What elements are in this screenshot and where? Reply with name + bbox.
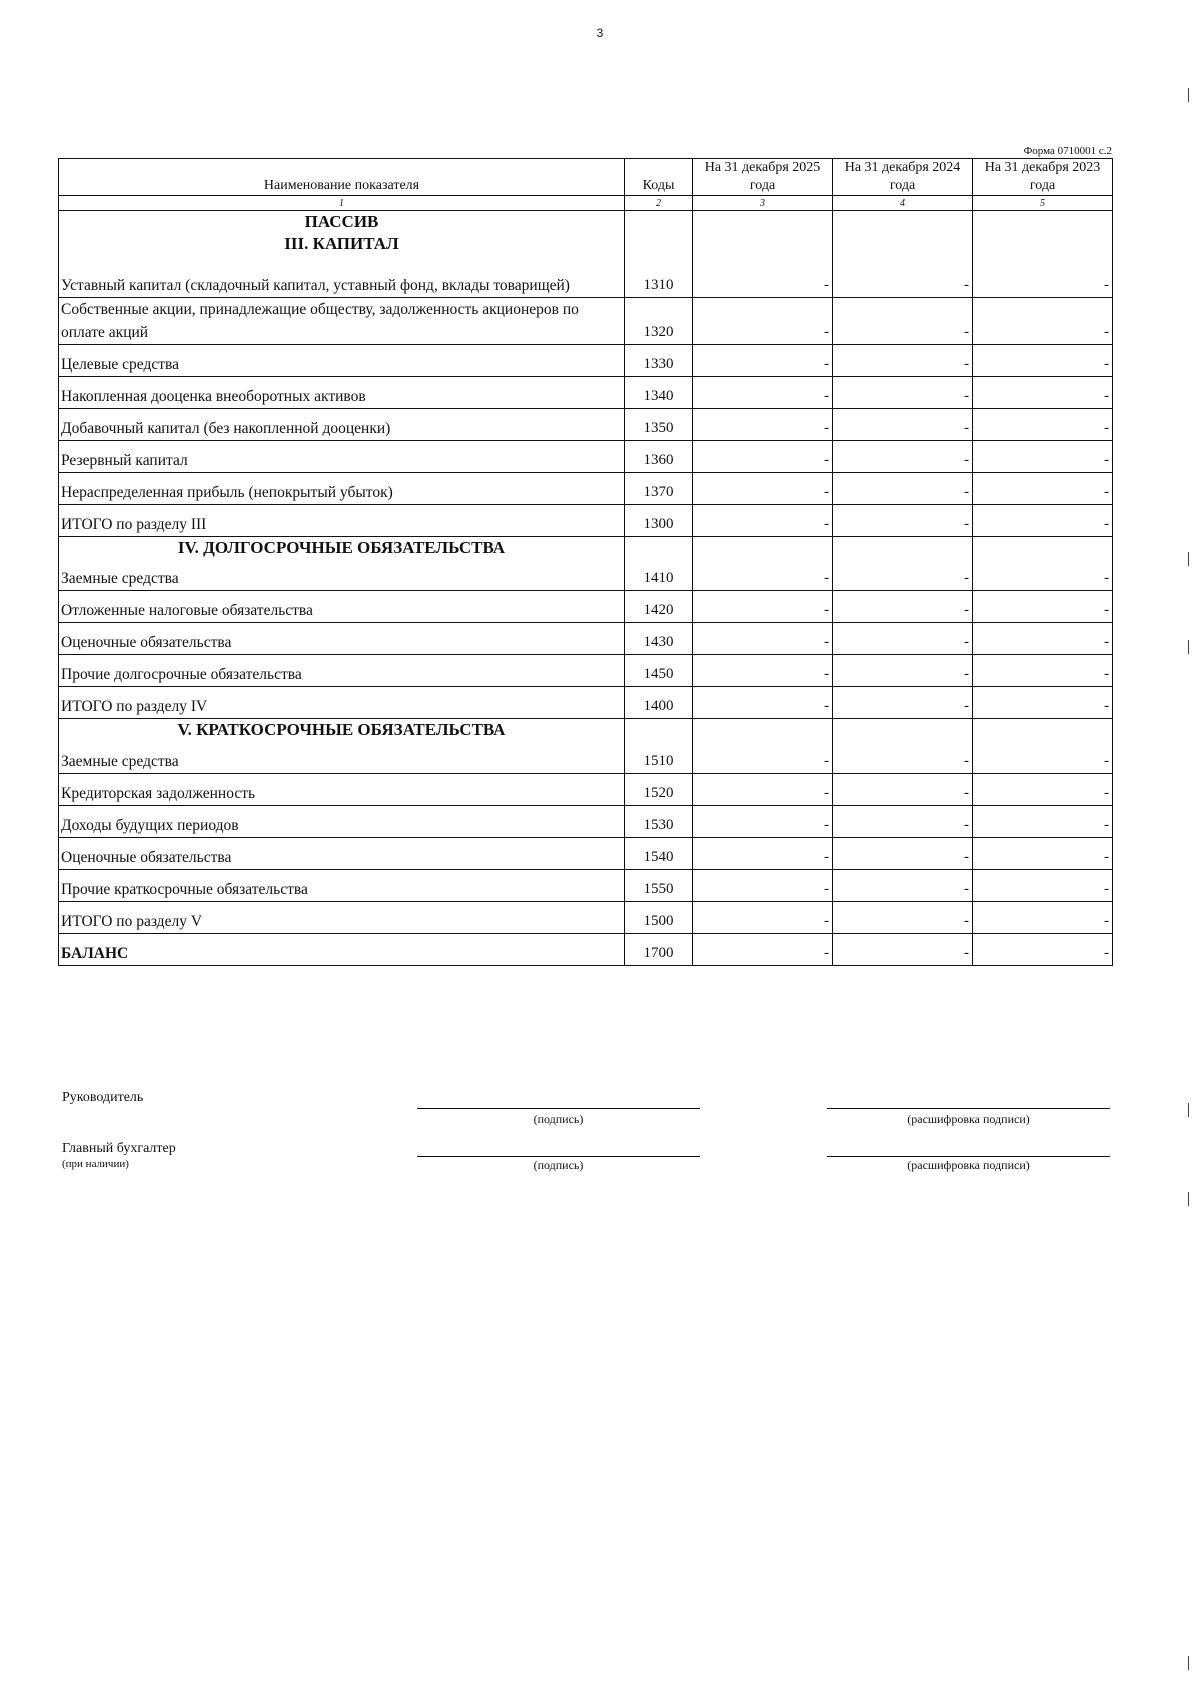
row-name: БАЛАНС — [59, 933, 625, 965]
row-code: 1340 — [625, 376, 693, 408]
row-value-2023: - — [973, 440, 1113, 472]
row-code: 1310 — [625, 255, 693, 297]
row-value-2023: - — [973, 869, 1113, 901]
section-heading — [59, 211, 625, 256]
column-number-4: 4 — [833, 196, 973, 211]
scan-edge-mark — [1188, 552, 1189, 566]
form-code: Форма 0710001 с.2 — [1023, 145, 1112, 157]
director-decoding-line — [827, 1108, 1110, 1109]
empty-cell — [625, 719, 693, 742]
row-name: ИТОГО по разделу IV — [59, 687, 625, 719]
empty-cell — [833, 719, 973, 742]
row-value-2023: - — [973, 297, 1113, 344]
row-value-2025: - — [693, 255, 833, 297]
row-name: Прочие краткосрочные обязательства — [59, 869, 625, 901]
row-code: 1420 — [625, 591, 693, 623]
row-code: 1550 — [625, 869, 693, 901]
row-value-2025: - — [693, 297, 833, 344]
director-signature-caption: (подпись) — [533, 1112, 584, 1126]
row-code: 1320 — [625, 297, 693, 344]
row-value-2025: - — [693, 901, 833, 933]
section-heading-row — [59, 719, 1113, 742]
row-value-2024: - — [833, 408, 973, 440]
column-number-3: 3 — [693, 196, 833, 211]
row-value-2025: - — [693, 591, 833, 623]
row-value-2024: - — [833, 472, 973, 504]
chief-accountant-sublabel: (при наличии) — [62, 1158, 129, 1170]
director-decoding-caption: (расшифровка подписи) — [907, 1112, 1030, 1126]
table-row — [59, 591, 1113, 623]
row-code: 1300 — [625, 504, 693, 536]
row-value-2023: - — [973, 741, 1113, 773]
row-value-2025: - — [693, 559, 833, 591]
row-value-2024: - — [833, 805, 973, 837]
row-value-2023: - — [973, 687, 1113, 719]
row-code: 1500 — [625, 901, 693, 933]
scan-edge-mark — [1188, 88, 1189, 102]
row-value-2024: - — [833, 504, 973, 536]
row-code: 1330 — [625, 344, 693, 376]
section-heading-text: III. КАПИТАЛ — [284, 234, 399, 253]
table-row — [59, 504, 1113, 536]
section-heading-row — [59, 211, 1113, 256]
row-value-2025: - — [693, 472, 833, 504]
table-row — [59, 472, 1113, 504]
row-name: Добавочный капитал (без накопленной дооценки) — [59, 408, 625, 440]
row-code: 1400 — [625, 687, 693, 719]
row-value-2024: - — [833, 773, 973, 805]
row-value-2023: - — [973, 255, 1113, 297]
table-row — [59, 297, 1113, 344]
row-value-2024: - — [833, 344, 973, 376]
row-value-2025: - — [693, 655, 833, 687]
director-signature-line — [417, 1108, 700, 1109]
empty-cell — [973, 719, 1113, 742]
section-heading — [59, 536, 625, 559]
row-value-2024: - — [833, 255, 973, 297]
header-col4: На 31 декабря 2024 года — [833, 159, 973, 196]
row-value-2024: - — [833, 837, 973, 869]
section-heading-text: IV. ДОЛГОСРОЧНЫЕ ОБЯЗАТЕЛЬСТВА — [177, 537, 506, 557]
row-value-2023: - — [973, 408, 1113, 440]
row-name: ИТОГО по разделу V — [59, 901, 625, 933]
table-row — [59, 901, 1113, 933]
column-number-1: 1 — [59, 196, 625, 211]
row-name: Оценочные обязательства — [59, 837, 625, 869]
row-code: 1370 — [625, 472, 693, 504]
row-name: ИТОГО по разделу III — [59, 504, 625, 536]
table-row — [59, 837, 1113, 869]
header-col3: На 31 декабря 2025 года — [693, 159, 833, 196]
scan-edge-mark — [1188, 1656, 1189, 1670]
header-codes: Коды — [625, 159, 693, 196]
row-name: Оценочные обязательства — [59, 623, 625, 655]
row-name: Заемные средства — [59, 741, 625, 773]
empty-cell — [693, 536, 833, 559]
table-row — [59, 408, 1113, 440]
scan-edge-mark — [1188, 1103, 1189, 1117]
row-code: 1510 — [625, 741, 693, 773]
row-value-2023: - — [973, 344, 1113, 376]
row-name: Целевые средства — [59, 344, 625, 376]
empty-cell — [693, 211, 833, 256]
row-value-2025: - — [693, 773, 833, 805]
table-row — [59, 559, 1113, 591]
row-value-2025: - — [693, 376, 833, 408]
row-value-2023: - — [973, 805, 1113, 837]
table-row — [59, 255, 1113, 297]
row-value-2023: - — [973, 472, 1113, 504]
empty-cell — [833, 211, 973, 256]
row-value-2023: - — [973, 933, 1113, 965]
table-row — [59, 623, 1113, 655]
row-value-2023: - — [973, 376, 1113, 408]
row-value-2023: - — [973, 773, 1113, 805]
row-value-2025: - — [693, 869, 833, 901]
row-name: Собственные акции, принадлежащие обществу, задолженность акционеров по оплате акций — [59, 297, 625, 344]
accountant-decoding-caption: (расшифровка подписи) — [907, 1158, 1030, 1172]
row-code: 1700 — [625, 933, 693, 965]
table-row — [59, 687, 1113, 719]
row-value-2024: - — [833, 933, 973, 965]
row-value-2023: - — [973, 504, 1113, 536]
column-number-2: 2 — [625, 196, 693, 211]
row-value-2023: - — [973, 591, 1113, 623]
row-value-2025: - — [693, 440, 833, 472]
section-heading-text: V. КРАТКОСРОЧНЫЕ ОБЯЗАТЕЛЬСТВА — [177, 720, 506, 739]
row-value-2023: - — [973, 901, 1113, 933]
empty-cell — [625, 211, 693, 256]
row-value-2024: - — [833, 901, 973, 933]
column-number-5: 5 — [973, 196, 1113, 211]
table-row — [59, 805, 1113, 837]
empty-cell — [625, 536, 693, 559]
scan-edge-mark — [1188, 640, 1189, 654]
row-name: Кредиторская задолженность — [59, 773, 625, 805]
table-row — [59, 741, 1113, 773]
row-value-2024: - — [833, 741, 973, 773]
row-value-2025: - — [693, 741, 833, 773]
header-col5: На 31 декабря 2023 года — [973, 159, 1113, 196]
row-name: Резервный капитал — [59, 440, 625, 472]
empty-cell — [833, 536, 973, 559]
table-row — [59, 344, 1113, 376]
row-value-2023: - — [973, 837, 1113, 869]
row-value-2025: - — [693, 408, 833, 440]
row-value-2023: - — [973, 559, 1113, 591]
row-code: 1450 — [625, 655, 693, 687]
row-value-2024: - — [833, 623, 973, 655]
row-code: 1520 — [625, 773, 693, 805]
chief-accountant-label: Главный бухгалтер — [62, 1141, 176, 1156]
row-value-2025: - — [693, 805, 833, 837]
scan-edge-mark — [1188, 1192, 1189, 1206]
row-value-2024: - — [833, 687, 973, 719]
table-body — [59, 211, 1113, 966]
table-row — [59, 933, 1113, 965]
row-value-2025: - — [693, 933, 833, 965]
table-row — [59, 655, 1113, 687]
section-title: ПАССИВ — [304, 212, 379, 231]
accountant-signature-line — [417, 1156, 700, 1157]
row-name: Уставный капитал (складочный капитал, уставный фонд, вклады товарищей) — [59, 255, 625, 297]
page-number: 3 — [596, 26, 604, 40]
row-code: 1350 — [625, 408, 693, 440]
row-value-2024: - — [833, 376, 973, 408]
row-value-2025: - — [693, 504, 833, 536]
row-value-2023: - — [973, 623, 1113, 655]
accountant-decoding-line — [827, 1156, 1110, 1157]
row-value-2025: - — [693, 623, 833, 655]
table-row — [59, 440, 1113, 472]
row-code: 1530 — [625, 805, 693, 837]
section-heading — [59, 719, 625, 742]
empty-cell — [693, 719, 833, 742]
row-name: Доходы будущих периодов — [59, 805, 625, 837]
row-code: 1430 — [625, 623, 693, 655]
row-code: 1360 — [625, 440, 693, 472]
row-value-2025: - — [693, 687, 833, 719]
empty-cell — [973, 536, 1113, 559]
row-code: 1540 — [625, 837, 693, 869]
row-value-2024: - — [833, 869, 973, 901]
row-name: Накопленная дооценка внеоборотных активов — [59, 376, 625, 408]
row-value-2024: - — [833, 440, 973, 472]
row-value-2023: - — [973, 655, 1113, 687]
accountant-signature-caption: (подпись) — [533, 1158, 584, 1172]
row-name: Прочие долгосрочные обязательства — [59, 655, 625, 687]
director-label: Руководитель — [62, 1090, 144, 1105]
row-value-2025: - — [693, 344, 833, 376]
row-name: Отложенные налоговые обязательства — [59, 591, 625, 623]
row-value-2025: - — [693, 837, 833, 869]
row-value-2024: - — [833, 655, 973, 687]
header-name: Наименование показателя — [59, 159, 625, 196]
row-value-2024: - — [833, 297, 973, 344]
row-name: Заемные средства — [59, 559, 625, 591]
empty-cell — [973, 211, 1113, 256]
row-value-2024: - — [833, 591, 973, 623]
row-value-2024: - — [833, 559, 973, 591]
section-heading-row — [59, 536, 1113, 559]
table-row — [59, 773, 1113, 805]
table-row — [59, 376, 1113, 408]
table-row — [59, 869, 1113, 901]
balance-liabilities-table — [58, 158, 1113, 966]
row-name: Нераспределенная прибыль (непокрытый убыток) — [59, 472, 625, 504]
row-code: 1410 — [625, 559, 693, 591]
